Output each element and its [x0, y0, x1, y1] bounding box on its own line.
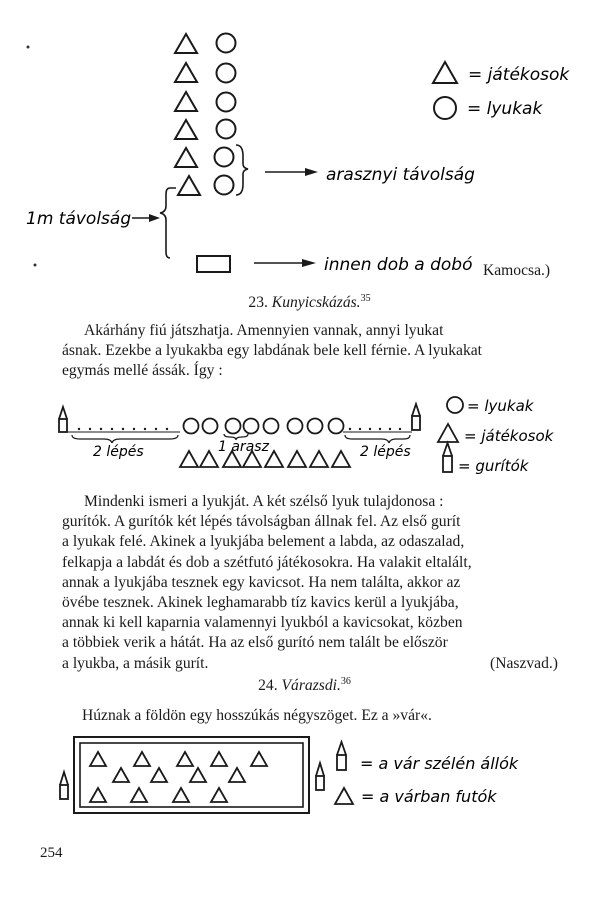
throw-label: innen dob a dobó [324, 255, 473, 275]
text-line: gurítók. A gurítók két lépés távolságban állnak fel. Az első gurít [62, 513, 461, 531]
hole [226, 419, 241, 434]
player [180, 451, 198, 467]
runner [90, 788, 106, 802]
legend-rollers-label: = gurítók [458, 457, 529, 475]
runner [173, 788, 189, 802]
runner [251, 752, 267, 766]
legend-roller-head [443, 443, 452, 456]
text-line: felkapja a labdát és dob a szétfutó játékosokra. Ha valakit eltalált, [62, 553, 472, 571]
castle-outer [74, 737, 309, 813]
runner [113, 768, 129, 782]
distance-label: 1m távolság [26, 209, 132, 229]
edge-stander-left [60, 785, 68, 799]
player [332, 451, 350, 467]
runner [151, 768, 167, 782]
text-line: ásnak. Ezekbe a lyukakba egy labdának bele kell férnie. A lyukakat [62, 342, 482, 360]
runner [190, 768, 206, 782]
runner [131, 788, 147, 802]
text-line: Akárhány fiú játszhatja. Amennyien vannak, annyi lyukat [84, 322, 444, 339]
player [310, 451, 328, 467]
player-triangle [175, 148, 197, 167]
hole [264, 419, 279, 434]
text-line: Mindenki ismeri a lyukját. A két szélső lyuk tulajdonosa : [84, 493, 444, 510]
last-rule-line: a lyukba, a másik gurít. [62, 654, 209, 672]
hole [244, 419, 259, 434]
arrow-head [302, 259, 316, 267]
game-24-heading [0, 676, 589, 695]
legend-runner [335, 788, 353, 804]
span-brace [236, 145, 248, 195]
legend-players-label: = játékosok [464, 427, 554, 445]
span-label: 1 arasz [218, 439, 269, 455]
roller-right-head [412, 404, 420, 416]
player [200, 451, 218, 467]
hole-circle [215, 148, 234, 167]
hole [329, 419, 344, 434]
hole-circle [215, 176, 234, 195]
legend-circle [434, 97, 456, 119]
text-line: annak ki kell kaparnia valamennyi lyukból a kavicsokat, közben [62, 614, 463, 632]
hole [308, 419, 323, 434]
legend-edge-stander-head [337, 742, 346, 755]
left-steps-label: 2 lépés [93, 444, 144, 460]
castle-inner [80, 743, 303, 807]
figure-1-diagram [0, 0, 589, 290]
thrower-box [197, 256, 230, 272]
runner [211, 788, 227, 802]
hole-circle [217, 64, 236, 83]
brace-right-steps [345, 435, 410, 443]
text-line: annak a lyukjába tesznek egy kavicsot. Ha nem találta, akkor az [62, 573, 461, 591]
distance-bracket [160, 188, 176, 258]
hole [288, 419, 303, 434]
runner [134, 752, 150, 766]
text-line: a többiek verik a hátát. Ha az első gurító nem talált be először [62, 634, 448, 652]
runner [177, 752, 193, 766]
runner [229, 768, 245, 782]
figure-3-diagram [0, 728, 589, 828]
edge-stander-left-head [60, 772, 68, 785]
roller-right [412, 416, 420, 430]
player [288, 451, 306, 467]
hole [203, 419, 218, 434]
legend-holes-label: = lyukak [467, 397, 534, 415]
roller-left-head [59, 407, 67, 419]
hole-circle [217, 120, 236, 139]
legend-edge-stander [337, 755, 346, 770]
page-number: 254 [40, 845, 63, 861]
edge-stander-right [316, 776, 324, 790]
game-24-intro: Húznak a földön egy hosszúkás négyszöget. Ez a »vár«. [82, 707, 432, 724]
game-24-title: Várazsdi. [281, 677, 341, 695]
game-24-number: 24. [258, 677, 278, 695]
figure-2-diagram [0, 390, 589, 500]
text-line: egymás mellé ássák. Így : [62, 362, 223, 380]
legend-runners-label: = a várban futók [361, 787, 497, 806]
right-steps-label: 2 lépés [360, 444, 411, 460]
hole [184, 419, 199, 434]
footnote-36: 36 [340, 676, 351, 687]
game-23-heading [0, 293, 589, 312]
runner [90, 752, 106, 766]
hole-circle [217, 34, 236, 53]
span-label: arasznyi távolság [326, 165, 475, 185]
edge-stander-right-head [316, 763, 324, 776]
legend-roller [443, 456, 452, 472]
footnote-35: 35 [360, 293, 371, 304]
arrow-head [149, 214, 160, 222]
player-triangle [175, 92, 197, 111]
text-line: övébe tesznek. Akinek leghamarabb tíz kavics kerül a lyukjába, [62, 594, 459, 612]
game-23-number: 23. [248, 294, 268, 312]
runner [211, 752, 227, 766]
text-line: a lyukak felé. Akinek a lyukjába belement a labda, az odaszalad, [62, 533, 465, 551]
arrow-head [305, 168, 318, 176]
brace-left-steps [72, 435, 178, 443]
player-triangle [178, 176, 200, 195]
player-triangle [175, 63, 197, 82]
hole-circle [217, 93, 236, 112]
legend-hole [447, 397, 463, 413]
legend-players-label: = játékosok [468, 65, 570, 85]
game-23-intro [62, 321, 558, 382]
page-dot [34, 264, 37, 267]
legend-triangle [433, 62, 457, 83]
source-naszvad: (Naszvad.) [490, 654, 558, 672]
legend-player [438, 424, 458, 442]
source-kamocsa: Kamocsa.) [483, 262, 551, 279]
roller-left [59, 419, 67, 432]
text-line [62, 654, 558, 674]
legend-edge-label: = a vár szélén állók [360, 754, 519, 773]
player-triangle [175, 34, 197, 53]
game-23-title: Kunyicskázás. [271, 294, 361, 312]
player-triangle [175, 120, 197, 139]
game-23-rules [62, 492, 558, 674]
page-dot [27, 46, 30, 49]
legend-holes-label: = lyukak [467, 99, 543, 119]
